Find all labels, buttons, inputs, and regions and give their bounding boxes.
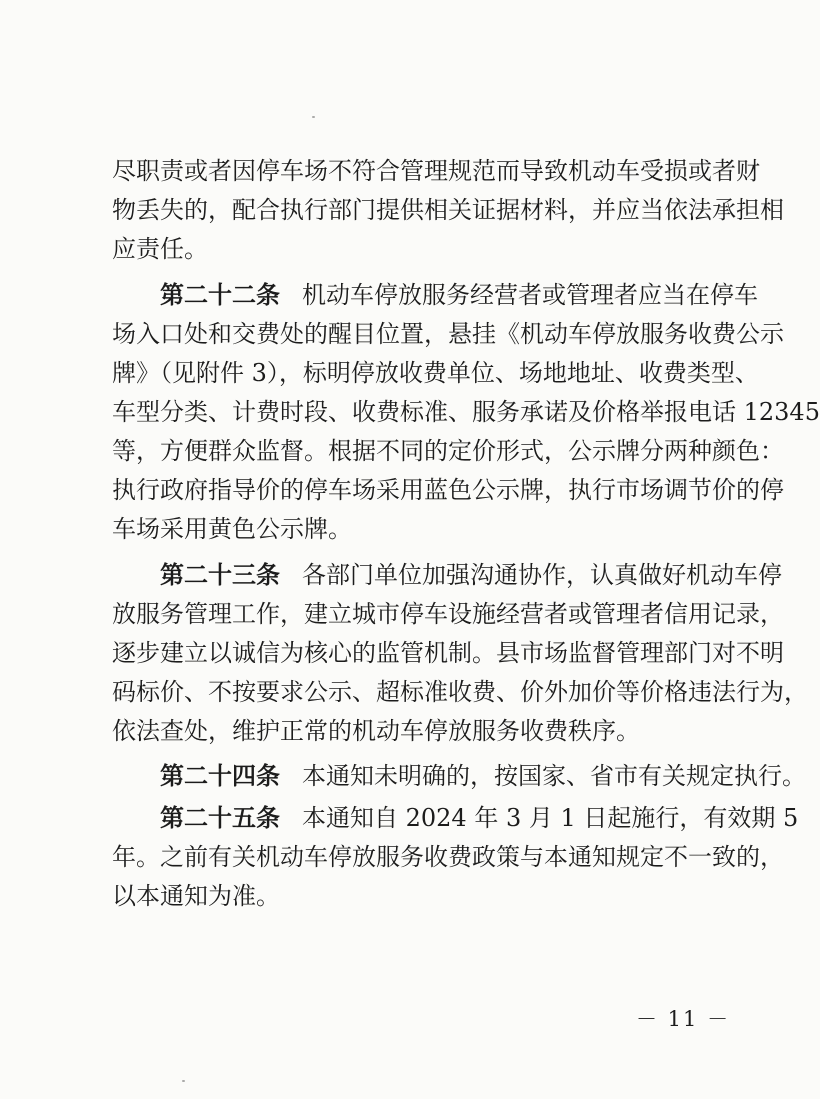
paragraph-line: 年。之前有关机动车停放服务收费政策与本通知规定不一致的， bbox=[112, 843, 784, 871]
paragraph-line: 逐步建立以诚信为核心的监管机制。县市场监督管理部门对不明 bbox=[112, 639, 784, 667]
paragraph-line: 放服务管理工作，建立城市停车设施经营者或管理者信用记录， bbox=[112, 600, 784, 628]
article-24-first-line: 本通知未明确的，按国家、省市有关规定执行。 bbox=[302, 762, 806, 790]
article-23-heading-line bbox=[160, 557, 782, 593]
article-25-first-line: 本通知自 2024 年 3 月 1 日起施行，有效期 5 bbox=[302, 804, 799, 832]
paragraph-line: 应责任。 bbox=[112, 235, 208, 263]
scan-speck bbox=[182, 1080, 185, 1082]
paragraph-line: 车型分类、计费时段、收费标准、服务承诺及价格举报电话 12345 bbox=[112, 398, 820, 426]
article-23-label: 第二十三条 bbox=[160, 560, 280, 589]
paragraph-line: 依法查处，维护正常的机动车停放服务收费秩序。 bbox=[112, 717, 640, 745]
page-number: － 11 － bbox=[636, 1007, 731, 1031]
article-22-label: 第二十二条 bbox=[160, 280, 280, 309]
article-25-heading-line bbox=[160, 800, 799, 836]
article-22-first-line: 机动车停放服务经营者或管理者应当在停车 bbox=[302, 281, 758, 309]
paragraph-line: 尽职责或者因停车场不符合管理规范而导致机动车受损或者财 bbox=[112, 157, 760, 185]
article-25-label: 第二十五条 bbox=[160, 803, 280, 832]
paragraph-line: 车场采用黄色公示牌。 bbox=[112, 515, 352, 543]
paragraph-line: 执行政府指导价的停车场采用蓝色公示牌，执行市场调节价的停 bbox=[112, 476, 784, 504]
paragraph-line: 物丢失的，配合执行部门提供相关证据材料，并应当依法承担相 bbox=[112, 196, 784, 224]
article-24-label: 第二十四条 bbox=[160, 761, 280, 790]
article-24-heading-line bbox=[160, 758, 806, 794]
article-23-first-line: 各部门单位加强沟通协作，认真做好机动车停 bbox=[302, 561, 782, 589]
paragraph-line: 等，方便群众监督。根据不同的定价形式，公示牌分两种颜色： bbox=[112, 437, 784, 465]
paragraph-line: 码标价、不按要求公示、超标准收费、价外加价等价格违法行为， bbox=[112, 678, 808, 706]
scan-speck bbox=[312, 116, 315, 118]
article-22-heading-line bbox=[160, 277, 758, 313]
paragraph-line: 场入口处和交费处的醒目位置，悬挂《机动车停放服务收费公示 bbox=[112, 320, 784, 348]
paragraph-line: 牌》（见附件 3），标明停放收费单位、场地地址、收费类型、 bbox=[112, 359, 759, 387]
paragraph-line: 以本通知为准。 bbox=[112, 882, 280, 910]
